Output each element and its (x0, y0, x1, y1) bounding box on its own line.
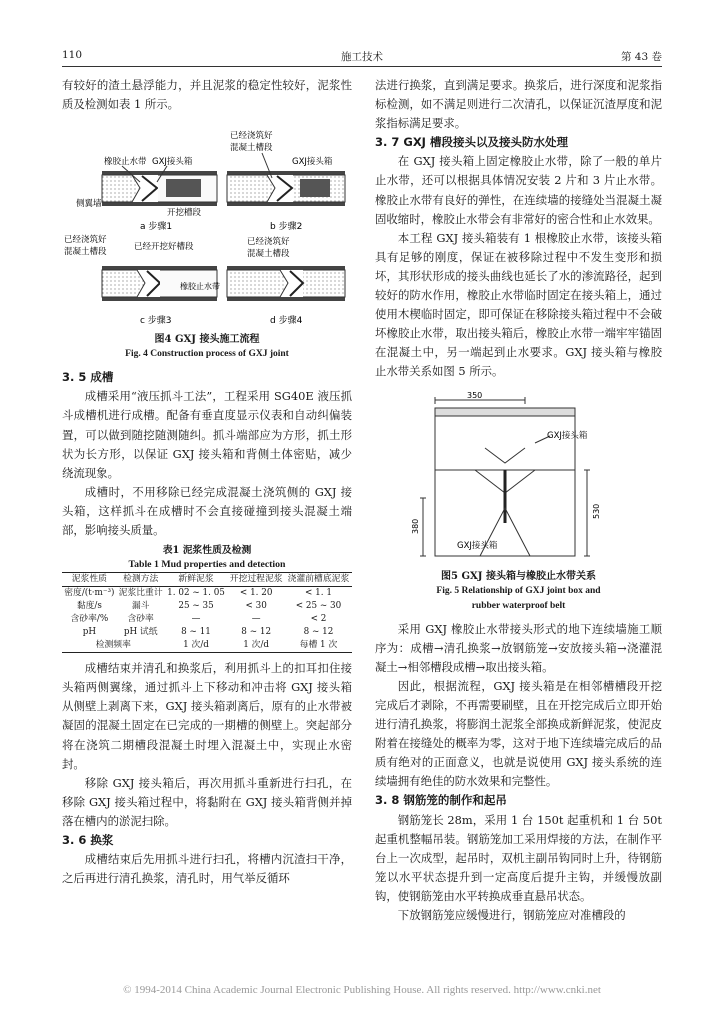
figure-5-caption: 图5 GXJ 接头箱与橡胶止水带关系 (441, 570, 596, 582)
paragraph-sequence: 采用 GXJ 橡胶止水带接头形式的地下连续墙施工顺序为：成槽→清孔换浆→放钢筋笼→安放接头箱→浇灌混凝土→相邻槽段成槽→取出接头箱。 (375, 621, 662, 674)
paragraph-intro: 有较好的渣土悬浮能力，并且泥浆的稳定性较好，泥浆性质及检测如表 1 所示。 (62, 78, 352, 112)
subcaption-d: d 步骤4 (270, 316, 303, 327)
section-3-5-paragraph-4: 移除 GXJ 接头箱后，再次用抓斗重新进行扫孔，在移除 GXJ 接头箱过程中，将黏附在 GXJ 接头箱背侧并掉落在槽内的淤泥扫除。 (62, 775, 352, 828)
figure-5-caption-en-2: rubber waterproof belt (471, 600, 566, 611)
table-cell: 8 ~ 12 (303, 627, 334, 638)
section-3-5-paragraph-2: 成槽时，不用移除已经完成混凝土浇筑侧的 GXJ 接头箱，这样抓斗在成槽时不会直接碰撞到接头混凝土端部，影响接头质量。 (62, 484, 352, 538)
dim-top: 350 (467, 390, 483, 400)
page-number: 110 (62, 49, 83, 61)
panel-c (64, 234, 220, 326)
table-row (62, 600, 352, 613)
section-3-5-title: 3. 5 成槽 (62, 370, 114, 385)
label-poured3-bottom: 混凝土槽段 (247, 249, 290, 260)
paragraph-conclusion: 因此，根据流程，GXJ 接头箱是在相邻槽槽段开挖完成后才剥除，不再需要刷壁，且在开挖完成后立即开始进行清孔换浆，将膨润土泥浆全部换成新鲜泥浆，使泥皮附着在接缝处的概率为零，这对于地下连续墙完成后的品质有绝对的正面意义，也就是说使用 GXJ 接头系统的连续墙拥有绝佳的防水效果和完整性。 (375, 678, 662, 789)
table-cell: < 2 (310, 614, 327, 625)
figure-5 (375, 388, 662, 614)
header-rule (62, 66, 662, 67)
table-cell: 每槽 1 次 (285, 639, 352, 653)
table-cell: 25 ~ 35 (178, 601, 214, 612)
table-cell: 密度/(t·m⁻³) (64, 588, 115, 599)
table-row (62, 626, 352, 639)
table-1-caption: 表1 泥浆性质及检测 (162, 545, 252, 557)
table-cell: 1 次/d (165, 639, 228, 653)
label-waterstop-2: 橡胶止水带 (180, 282, 220, 292)
table-cell: 检测频率 (62, 639, 165, 653)
table-cell: — (251, 614, 261, 625)
section-3-5-paragraph-3: 成槽结束并清孔和换浆后，利用抓斗上的扣耳扣住接头箱两侧翼缘，通过抓斗上下移动和冲击将 GXJ 接头箱从侧壁上剥离下来，GXJ 接头箱剥离后，原有的止水带被凝固的混凝土固定在已完成的一期槽的侧壁上。突起部分将在浇筑二期槽段混凝土时埋入混凝土中，实现止水密封。 (62, 661, 352, 771)
right-column (375, 76, 662, 925)
label-gxj-box-2: GXJ接头箱 (292, 157, 333, 168)
label-open-groove: 开挖槽段 (167, 208, 202, 219)
panel-b (227, 130, 345, 232)
subcaption-a: a 步骤1 (140, 222, 173, 233)
table-cell: 黏度/s (76, 601, 102, 612)
label-poured3-top: 已经浇筑好 (247, 237, 290, 248)
table-cell: 1. 02 ~ 1. 05 (167, 588, 225, 599)
label-poured-bottom-2: 混凝土槽段 (64, 247, 107, 258)
table-cell: pH (82, 627, 97, 638)
subcaption-b: b 步骤2 (270, 222, 303, 233)
volume-number: 第 43 卷 (620, 51, 662, 63)
subcaption-c: c 步骤3 (140, 316, 172, 327)
section-3-7-title: 3. 7 GXJ 槽段接头以及接头防水处理 (375, 135, 568, 150)
figure-5-drawing (375, 388, 662, 563)
table-cell: 泥浆比重计 (118, 588, 163, 599)
table-header: 浇灌前槽底泥浆 (285, 573, 352, 587)
table-header: 开挖过程泥浆 (227, 573, 284, 587)
table-1 (62, 544, 352, 653)
table-cell: 8 ~ 11 (181, 627, 211, 638)
table-header: 泥浆性质 (62, 573, 117, 587)
label-side-wall: 侧翼墙 (76, 199, 102, 210)
table-row (62, 639, 352, 653)
table-row (62, 613, 352, 626)
figure-4 (62, 116, 352, 362)
table-header-row (62, 573, 352, 587)
table-header: 新鲜泥浆 (165, 573, 228, 587)
label-gxj-box: GXJ接头箱 (152, 157, 193, 168)
label-poured-top-2: 已经浇筑好 (64, 235, 107, 246)
section-3-5-paragraph-1: 成槽采用“液压抓斗工法”，工程采用 SG40E 液压抓斗成槽机进行成槽。配备有垂直度显示仪表和自动纠偏装置，可以做到随挖随测随纠。抓斗端部应为方形，抓土形状为长方形，以保证 GXJ 接头箱和背侧土体密贴，减少绕流现象。 (62, 389, 352, 480)
table-cell: 漏斗 (131, 601, 150, 612)
label-poured-bottom: 混凝土槽段 (230, 143, 273, 154)
table-cell: 1 次/d (227, 639, 284, 653)
section-3-7-paragraph-1: 在 GXJ 接头箱上固定橡胶止水带，除了一般的单片止水带，还可以根据具体情况安装 2 片和 3 片止水带。橡胶止水带有良好的弹性，在连续墙的接缝处当混凝土凝固收缩时，橡胶止水带会有非常好的密合性和止水效果。 (375, 154, 662, 226)
journal-name: 施工技术 (341, 51, 383, 63)
table-cell: < 1. 20 (239, 588, 273, 599)
section-3-6-title: 3. 6 换浆 (62, 832, 114, 847)
figure-4-drawing (62, 116, 352, 326)
table-cell: pH 试纸 (123, 627, 158, 638)
panel-a (76, 156, 217, 232)
figure-4-caption: 图4 GXJ 接头施工流程 (154, 334, 260, 346)
label-waterstop: 橡胶止水带 (104, 157, 147, 168)
section-3-8-paragraph-1: 钢筋笼长 28m，采用 1 台 150t 起重机和 1 台 50t 起重机整幅吊装。钢筋笼加工采用焊接的方法，在制作平台上一次成型，起吊时，双机主副吊钩同时上升，待钢筋笼以水平状态提升到一定高度后提升主钩，并缓慢放副钩，使钢筋笼由水平转换成垂直悬吊状态。 (375, 812, 662, 903)
table-header: 检测方法 (117, 573, 165, 587)
section-3-6-paragraph-1: 成槽结束后先用抓斗进行扫孔，将槽内沉渣扫干净，之后再进行清孔换浆，清孔时，用气举反循环 (62, 852, 352, 886)
table-cell: 含砂率/% (70, 614, 109, 625)
label-gxj-box-b: GXJ接头箱 (457, 540, 498, 551)
label-poured-top: 已经浇筑好 (230, 131, 273, 142)
dim-right: 530 (592, 503, 601, 519)
table-cell: < 30 (245, 601, 267, 612)
label-excavated: 已经开挖好槽段 (134, 242, 194, 253)
mud-properties-table (62, 572, 352, 653)
dim-left: 380 (411, 518, 420, 534)
label-gxj-box-a: GXJ接头箱 (547, 430, 588, 441)
table-cell: < 25 ~ 30 (295, 601, 342, 612)
table-cell: < 1. 1 (304, 588, 332, 599)
figure-4-caption-en: Fig. 4 Construction process of GXJ joint (125, 349, 289, 360)
copyright-footer: © 1994-2014 China Academic Journal Electronic Publishing House. All rights reserved. http://www.cnki.net (123, 984, 601, 996)
table-row (62, 587, 352, 601)
table-1-caption-en: Table 1 Mud properties and detection (128, 559, 286, 571)
panel-d (227, 236, 345, 326)
running-header (62, 49, 662, 67)
table-cell: 8 ~ 12 (241, 627, 272, 638)
paragraph-continued: 法进行换浆，直到满足要求。换浆后，进行深度和泥浆指标检测，如不满足则进行二次清孔，以保证沉渣厚度和泥浆指标满足要求。 (375, 78, 662, 131)
section-3-8-title: 3. 8 钢筋笼的制作和起吊 (375, 793, 507, 808)
section-3-7-paragraph-2: 本工程 GXJ 接头箱装有 1 根橡胶止水带，该接头箱具有足够的刚度，保证在被移除过程中不发生变形和损坏，其形状形成的接头曲线也延长了水的渗流路径，起到较好的防水作用，橡胶止水带临时固定在接头箱上，通过使用木楔临时固定，即可保证在移除接头箱过程中不会破坏橡胶止水带，取出接头箱后，橡胶止水带一端牢牢锚固在混凝土中，另一端起到止水要求。GXJ 接头箱与橡胶止水带关系如图 5 所示。 (375, 230, 662, 379)
left-column (62, 76, 352, 888)
table-cell: 含砂率 (127, 614, 154, 625)
table-cell: — (191, 614, 201, 625)
figure-5-caption-en-1: Fig. 5 Relationship of GXJ joint box and (436, 585, 601, 596)
section-3-8-paragraph-2: 下放钢筋笼应缓慢进行，钢筋笼应对准槽段的 (397, 908, 626, 922)
